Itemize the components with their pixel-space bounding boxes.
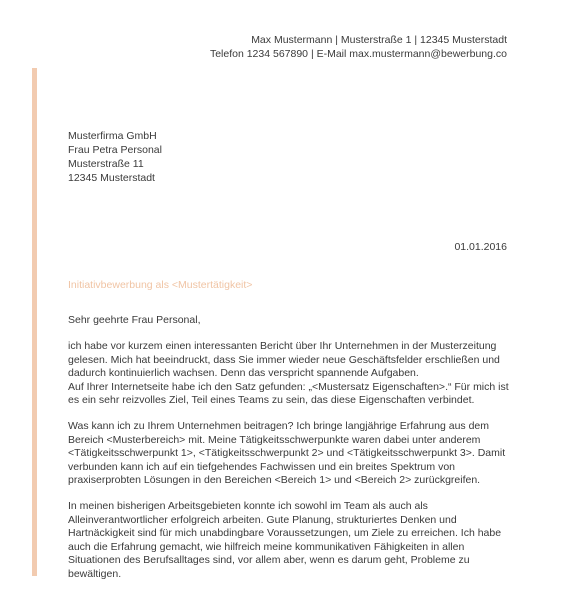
sender-address-line: Max Mustermann | Musterstraße 1 | 12345 Musterstadt — [251, 34, 507, 46]
recipient-city: 12345 Musterstadt — [68, 172, 155, 184]
letter-date: 01.01.2016 — [454, 241, 507, 253]
letter-subject: Initiativbewerbung als <Mustertätigkeit> — [68, 279, 253, 291]
salutation: Sehr geehrte Frau Personal, — [68, 314, 201, 326]
letter-body — [68, 314, 513, 594]
accent-bar — [32, 68, 37, 576]
paragraph-skills: In meinen bisherigen Arbeitsgebieten konnte ich sowohl im Team als auch als Alleinverantwortlicher erfolgreich arbeiten. Gute Planung, strukturiertes Denken und Hartnäckigkeit sind für mich unabdingbare Voraussetzungen, um Ziele zu erreichen. Ich habe auch die Erfahrung gemacht, wie hilfreich meine kommunikativen Fähigkeiten in allen Situationen des Berufsalltages sind, vor allem aber, wenn es darum geht, Probleme zu bewältigen. — [68, 500, 502, 580]
paragraph-website: Auf Ihrer Internetseite habe ich den Satz gefunden: „<Mustersatz Eigenschaften>.“ Für mich ist es ein sehr reizvolles Ziel, Teil eines Teams zu sein, das diese Eigenschaften verbindet. — [68, 380, 509, 407]
recipient-street: Musterstraße 11 — [68, 158, 144, 170]
recipient-company: Musterfirma GmbH — [68, 130, 157, 142]
recipient-name: Frau Petra Personal — [68, 144, 162, 156]
sender-block — [210, 33, 507, 61]
paragraph-contribution: Was kann ich zu Ihrem Unternehmen beitragen? Ich bringe langjährige Erfahrung aus dem Bereich <Musterbereich> mit. Meine Tätigkeitsschwerpunkte waren dabei unter anderem <Tätigkeitsschwerpunkt 1>, <Tätigkeitsschwerpunkt 2> und <Tätigkeitsschwerpunkt 3>. Damit verbunden kann ich auf ein tiefgehendes Fachwissen und ein breites Spektrum von praxiserprobten Lösungen in den Bereichen <Bereich 1> und <Bereich 2> zurückgreifen. — [68, 420, 506, 487]
sender-contact-line: Telefon 1234 567890 | E-Mail max.mustermann@bewerbung.co — [209, 48, 507, 60]
recipient-address — [68, 129, 162, 185]
paragraph-intro: ich habe vor kurzem einen interessanten Bericht über Ihr Unternehmen in der Musterzeitung gelesen. Mich hat beeindruckt, dass Sie immer wieder neue Geschäftsfelder erschließen und dadurch kontinuierlich wachsen. Denn das verspricht spannende Aufgaben. — [68, 340, 500, 380]
